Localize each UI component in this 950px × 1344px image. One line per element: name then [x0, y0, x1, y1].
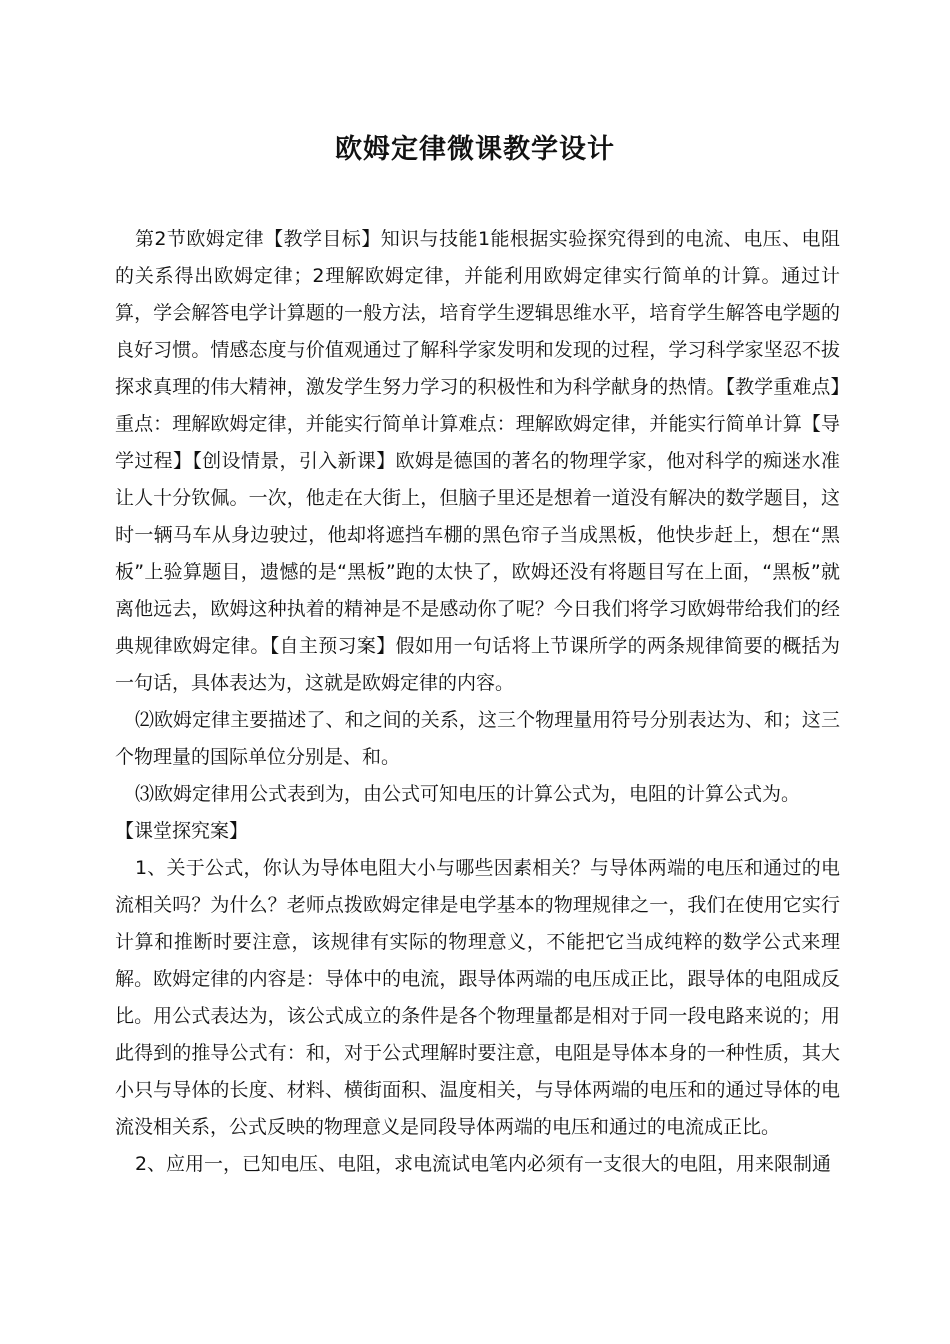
paragraph-question-3: ⑶欧姆定律用公式表到为，由公式可知电压的计算公式为，电阻的计算公式为。: [134, 783, 800, 805]
paragraph-question-2: ⑵欧姆定律主要描述了、和之间的关系，这三个物理量用符号分别表达为、和；这三个物理量的国际单位分别是、和。: [115, 709, 840, 768]
paragraph-inquiry-1: 1、关于公式，你认为导体电阻大小与哪些因素相关？与导体两端的电压和通过的电流相关吗？为什么？老师点拨欧姆定律是电学基本的物理规律之一，我们在使用它实行计算和推断时要注意，该规律有实际的物理意义，不能把它当成纯粹的数学公式来理解。欧姆定律的内容是：导体中的电流，跟导体两端的电压成正比，跟导体的电阻成反比。用公式表达为，该公式成立的条件是各个物理量都是相对于同一段电路来说的；用此得到的推导公式有：和，对于公式理解时要注意，电阻是导体本身的一种性质，其大小只与导体的长度、材料、横街面积、温度相关，与导体两端的电压和的通过导体的电流没相关系，公式反映的物理意义是同段导体两端的电压和通过的电流成正比。: [115, 857, 840, 1138]
document-body: [115, 221, 840, 1183]
paragraph-application-1: 2、应用一，已知电压、电阻，求电流试电笔内必须有一支很大的电阻，用来限制通: [134, 1153, 832, 1175]
document-title: 欧姆定律微课教学设计: [335, 134, 615, 165]
paragraph-objectives-and-intro: 第2节欧姆定律【教学目标】知识与技能1能根据实验探究得到的电流、电压、电阻的关系得出欧姆定律；2理解欧姆定律，并能利用欧姆定律实行简单的计算。通过计算，学会解答电学计算题的一般方法，培育学生逻辑思维水平，培育学生解答电学题的良好习惯。情感态度与价值观通过了解科学家发明和发现的过程，学习科学家坚忍不拔探求真理的伟大精神，激发学生努力学习的积极性和为科学献身的热情。【教学重难点】重点：理解欧姆定律，并能实行简单计算难点：理解欧姆定律，并能实行简单计算【导学过程】【创设情景，引入新课】欧姆是德国的著名的物理学家，他对科学的痴迷水准让人十分钦佩。一次，他走在大街上，但脑子里还是想着一道没有解决的数学题目，这时一辆马车从身边驶过，他却将遮挡车棚的黑色帘子当成黑板，他快步赶上，想在“黑板”上验算题目，遗憾的是“黑板”跑的太快了，欧姆还没有将题目写在上面，“黑板”就离他远去，欧姆这种执着的精神是不是感动你了呢？今日我们将学习欧姆带给我们的经典规律欧姆定律。【自主预习案】假如用一句话将上节课所学的两条规律简要的概括为一句话，具体表达为，这就是欧姆定律的内容。: [115, 228, 840, 694]
section-heading-classroom-inquiry: 【课堂探究案】: [115, 820, 249, 842]
